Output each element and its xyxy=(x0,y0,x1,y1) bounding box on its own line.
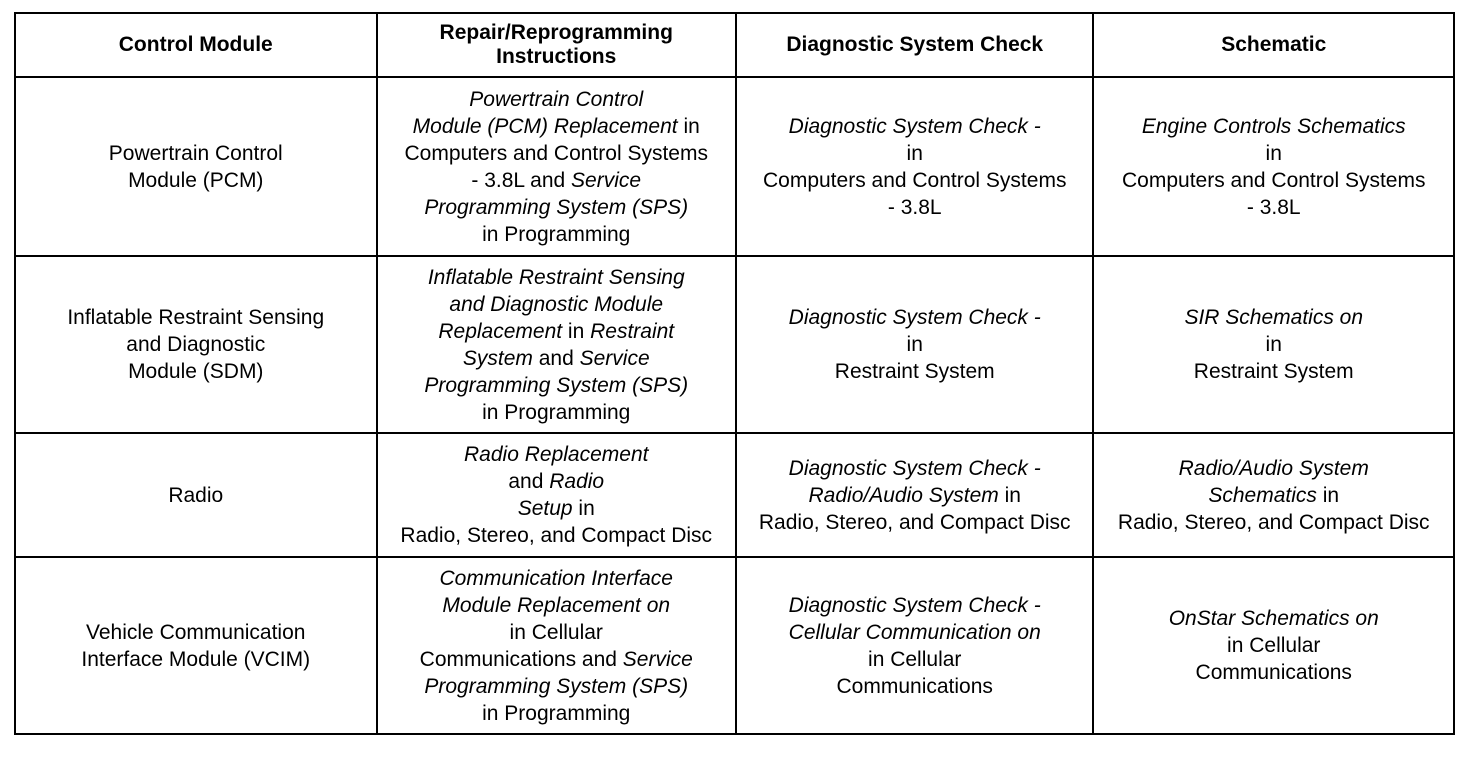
cell-text: Inflatable Restraint Sensing xyxy=(67,306,325,329)
cell-repair-instructions xyxy=(377,77,736,256)
header-repair-reprogramming-instructions xyxy=(377,13,736,77)
cell-control-module xyxy=(15,77,377,256)
cell-text: Restraint System xyxy=(1193,360,1354,383)
italic-reference-text: Radio/Audio System xyxy=(1178,456,1369,480)
italic-reference-text: Service xyxy=(622,647,693,671)
cell-text: and xyxy=(532,346,580,370)
cell-line xyxy=(379,194,734,221)
italic-reference-text: Setup xyxy=(517,497,573,520)
header-line: Control Module xyxy=(118,33,273,56)
cell-text: in Programming xyxy=(482,222,631,246)
cell-line xyxy=(379,113,734,140)
cell-line xyxy=(379,441,734,468)
cell-text: Module (SDM) xyxy=(128,360,264,383)
cell-text: in xyxy=(572,497,595,520)
table-row xyxy=(15,256,1454,433)
cell-line xyxy=(1095,509,1452,536)
cell-text: Computers and Control Systems xyxy=(1122,168,1426,192)
cell-line xyxy=(1095,632,1452,659)
italic-reference-text: Radio Replacement xyxy=(464,443,649,466)
cell-text: and Diagnostic xyxy=(126,333,266,356)
italic-reference-text: Restraint xyxy=(590,319,675,343)
cell-diagnostic-check xyxy=(736,433,1093,557)
cell-line xyxy=(17,619,375,646)
cell-text: Communications and xyxy=(419,647,623,671)
cell-line xyxy=(379,264,734,291)
cell-text: Interface Module (VCIM) xyxy=(81,647,311,671)
cell-line xyxy=(17,358,375,385)
cell-text: in Programming xyxy=(482,701,631,725)
cell-line xyxy=(379,345,734,372)
cell-diagnostic-check xyxy=(736,557,1093,734)
cell-line xyxy=(738,304,1091,331)
italic-reference-text: Diagnostic System Check - xyxy=(788,114,1041,138)
cell-text: in Cellular xyxy=(1227,634,1321,657)
cell-text: in xyxy=(906,141,923,165)
italic-reference-text: SIR Schematics on xyxy=(1184,306,1364,329)
header-line: Schematic xyxy=(1221,33,1327,56)
cell-line xyxy=(379,495,734,522)
cell-text: in xyxy=(677,114,700,138)
cell-line xyxy=(379,372,734,399)
italic-reference-text: Radio xyxy=(549,470,605,493)
cell-line xyxy=(379,673,734,700)
cell-text: Radio, Stereo, and Compact Disc xyxy=(758,510,1071,534)
cell-line xyxy=(17,331,375,358)
cell-line xyxy=(379,619,734,646)
cell-line xyxy=(379,700,734,727)
table-row xyxy=(15,557,1454,734)
italic-reference-text: Communication Interface xyxy=(439,566,673,590)
cell-control-module xyxy=(15,256,377,433)
italic-reference-text: Module Replacement on xyxy=(442,593,671,617)
cell-diagnostic-check xyxy=(736,256,1093,433)
italic-reference-text: Module (PCM) Replacement xyxy=(412,114,678,138)
cell-line xyxy=(738,113,1091,140)
italic-reference-text: Cellular Communication on xyxy=(788,620,1041,644)
table-row xyxy=(15,77,1454,256)
cell-line xyxy=(738,482,1091,509)
italic-reference-text: Service xyxy=(579,346,650,370)
italic-reference-text: Programming System (SPS) xyxy=(424,373,689,397)
cell-text: in xyxy=(562,319,591,343)
cell-line xyxy=(379,646,734,673)
italic-reference-text: Radio/Audio System xyxy=(808,483,999,507)
cell-line xyxy=(738,167,1091,194)
italic-reference-text: Diagnostic System Check - xyxy=(788,593,1041,617)
cell-text: - 3.8L xyxy=(887,195,942,219)
cell-text: Restraint System xyxy=(834,360,995,383)
cell-text: Computers and Control Systems xyxy=(404,141,708,165)
cell-line xyxy=(17,646,375,673)
cell-control-module xyxy=(15,433,377,557)
cell-text: Communications xyxy=(1195,661,1352,684)
cell-line xyxy=(1095,659,1452,686)
cell-line xyxy=(738,673,1091,700)
cell-diagnostic-check xyxy=(736,77,1093,256)
cell-line xyxy=(738,509,1091,536)
cell-text: in xyxy=(1265,141,1282,165)
cell-line xyxy=(17,304,375,331)
italic-reference-text: Programming System (SPS) xyxy=(424,195,689,219)
italic-reference-text: Diagnostic System Check - xyxy=(788,456,1041,480)
cell-text: in xyxy=(1316,483,1340,507)
cell-line xyxy=(379,522,734,549)
cell-text: in Cellular xyxy=(509,620,603,644)
cell-line xyxy=(1095,358,1452,385)
cell-line xyxy=(17,140,375,167)
cell-line xyxy=(379,221,734,248)
cell-schematic xyxy=(1093,256,1454,433)
cell-line xyxy=(379,592,734,619)
italic-reference-text: Programming System (SPS) xyxy=(424,674,689,698)
cell-line xyxy=(379,399,734,426)
cell-text: - 3.8L and xyxy=(471,168,572,192)
italic-reference-text: Replacement xyxy=(438,319,563,343)
italic-reference-text: System xyxy=(462,346,533,370)
cell-line xyxy=(379,167,734,194)
cell-text: Communications xyxy=(836,674,993,698)
table-row xyxy=(15,433,1454,557)
cell-line xyxy=(379,565,734,592)
italic-reference-text: Powertrain Control xyxy=(469,87,644,111)
cell-line xyxy=(1095,194,1452,221)
control-module-table xyxy=(14,12,1455,735)
header-diagnostic-system-check xyxy=(736,13,1093,77)
cell-text: Powertrain Control xyxy=(108,141,283,165)
header-row xyxy=(15,13,1454,77)
cell-schematic xyxy=(1093,77,1454,256)
italic-reference-text: Service xyxy=(571,168,642,192)
cell-text: Computers and Control Systems xyxy=(762,168,1067,192)
cell-line xyxy=(1095,331,1452,358)
header-line: Repair/Reprogramming xyxy=(439,21,673,44)
cell-line xyxy=(1095,167,1452,194)
cell-control-module xyxy=(15,557,377,734)
cell-text: - 3.8L xyxy=(1246,195,1301,219)
italic-reference-text: Engine Controls Schematics xyxy=(1141,114,1406,138)
cell-repair-instructions xyxy=(377,433,736,557)
cell-line xyxy=(738,194,1091,221)
cell-text: in Cellular xyxy=(868,647,962,671)
cell-text: and xyxy=(508,470,550,493)
cell-line xyxy=(379,291,734,318)
cell-text: Radio xyxy=(168,483,224,507)
cell-line xyxy=(379,86,734,113)
cell-line xyxy=(738,331,1091,358)
italic-reference-text: and Diagnostic Module xyxy=(449,292,664,316)
cell-line xyxy=(17,482,375,509)
cell-line xyxy=(738,358,1091,385)
header-control-module xyxy=(15,13,377,77)
cell-line xyxy=(738,455,1091,482)
cell-line xyxy=(379,468,734,495)
cell-text: Module (PCM) xyxy=(128,168,264,192)
header-schematic xyxy=(1093,13,1454,77)
cell-text: in xyxy=(998,483,1021,507)
cell-text: in Programming xyxy=(482,400,631,424)
cell-repair-instructions xyxy=(377,256,736,433)
cell-line xyxy=(379,318,734,345)
italic-reference-text: Schematics xyxy=(1208,483,1317,507)
cell-line xyxy=(1095,304,1452,331)
cell-text: in xyxy=(1265,333,1282,356)
italic-reference-text: OnStar Schematics on xyxy=(1168,607,1379,630)
italic-reference-text: Diagnostic System Check - xyxy=(788,306,1041,329)
cell-line xyxy=(1095,482,1452,509)
cell-line xyxy=(1095,140,1452,167)
cell-repair-instructions xyxy=(377,557,736,734)
cell-line xyxy=(1095,113,1452,140)
header-line: Instructions xyxy=(496,45,617,68)
cell-text: Vehicle Communication xyxy=(86,620,306,644)
cell-line xyxy=(738,592,1091,619)
cell-schematic xyxy=(1093,557,1454,734)
cell-text: Radio, Stereo, and Compact Disc xyxy=(1117,510,1430,534)
cell-line xyxy=(738,140,1091,167)
cell-text: Radio, Stereo, and Compact Disc xyxy=(400,524,713,547)
cell-text: in xyxy=(906,333,923,356)
cell-schematic xyxy=(1093,433,1454,557)
header-line: Diagnostic System Check xyxy=(786,33,1044,56)
cell-line xyxy=(17,167,375,194)
cell-line xyxy=(738,619,1091,646)
italic-reference-text: Inflatable Restraint Sensing xyxy=(427,265,685,289)
cell-line xyxy=(1095,455,1452,482)
cell-line xyxy=(1095,605,1452,632)
cell-line xyxy=(738,646,1091,673)
cell-line xyxy=(379,140,734,167)
